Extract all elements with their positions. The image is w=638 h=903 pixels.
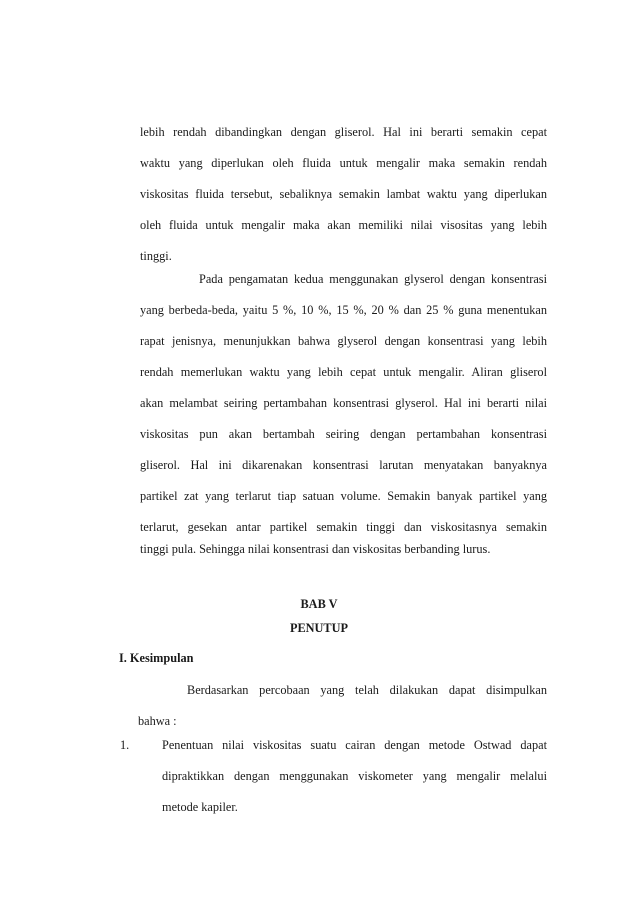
paragraph-1-line-4: oleh fluida untuk mengalir maka akan memiliki nilai visositas yang lebih <box>140 218 547 232</box>
list-item-line-1: Penentuan nilai viskositas suatu cairan dengan metode Ostwad dapat <box>162 738 547 752</box>
paragraph-1-line-1: lebih rendah dibandingkan dengan gliserol. Hal ini berarti semakin cepat <box>140 125 547 139</box>
list-item-line-3: metode kapiler. <box>162 800 238 814</box>
list-item-number: 1. <box>120 738 130 752</box>
paragraph-2-line-8: partikel zat yang terlarut tiap satuan volume. Semakin banyak partikel yang <box>140 489 547 503</box>
paragraph-2-line-5: akan melambat seiring pertambahan konsentrasi glyserol. Hal ini berarti nilai <box>140 396 547 410</box>
paragraph-2-line-6: viskositas pun akan bertambah seiring dengan pertambahan konsentrasi <box>140 427 547 441</box>
paragraph-2-line-3: rapat jenisnya, menunjukkan bahwa glyserol dengan konsentrasi yang lebih <box>140 334 547 348</box>
section-title: I. Kesimpulan <box>119 651 194 665</box>
paragraph-2-line-2: yang berbeda-beda, yaitu 5 %, 10 %, 15 %, 20 % dan 25 % guna menentukan <box>140 303 547 317</box>
paragraph-2-line-7: gliserol. Hal ini dikarenakan konsentrasi larutan menyatakan banyaknya <box>140 458 547 472</box>
paragraph-2-line-4: rendah memerlukan waktu yang lebih cepat untuk mengalir. Aliran gliserol <box>140 365 547 379</box>
chapter-number: BAB V <box>300 597 338 611</box>
list-item-line-2: dipraktikkan dengan menggunakan viskometer yang mengalir melalui <box>162 769 547 783</box>
paragraph-2-line-10: tinggi pula. Sehingga nilai konsentrasi dan viskositas berbanding lurus. <box>140 542 491 556</box>
paragraph-1-line-3: viskositas fluida tersebut, sebaliknya semakin lambat waktu yang diperlukan <box>140 187 547 201</box>
paragraph-2-line-9: terlarut, gesekan antar partikel semakin tinggi dan viskositasnya semakin <box>140 520 547 534</box>
paragraph-1-line-5: tinggi. <box>140 249 172 263</box>
conclusion-intro-line-2: bahwa : <box>138 714 177 728</box>
paragraph-2-line-1: Pada pengamatan kedua menggunakan glyserol dengan konsentrasi <box>199 272 547 286</box>
paragraph-1-line-2: waktu yang diperlukan oleh fluida untuk mengalir maka semakin rendah <box>140 156 547 170</box>
conclusion-intro-line-1: Berdasarkan percobaan yang telah dilakukan dapat disimpulkan <box>187 683 547 697</box>
chapter-title: PENUTUP <box>289 621 349 635</box>
